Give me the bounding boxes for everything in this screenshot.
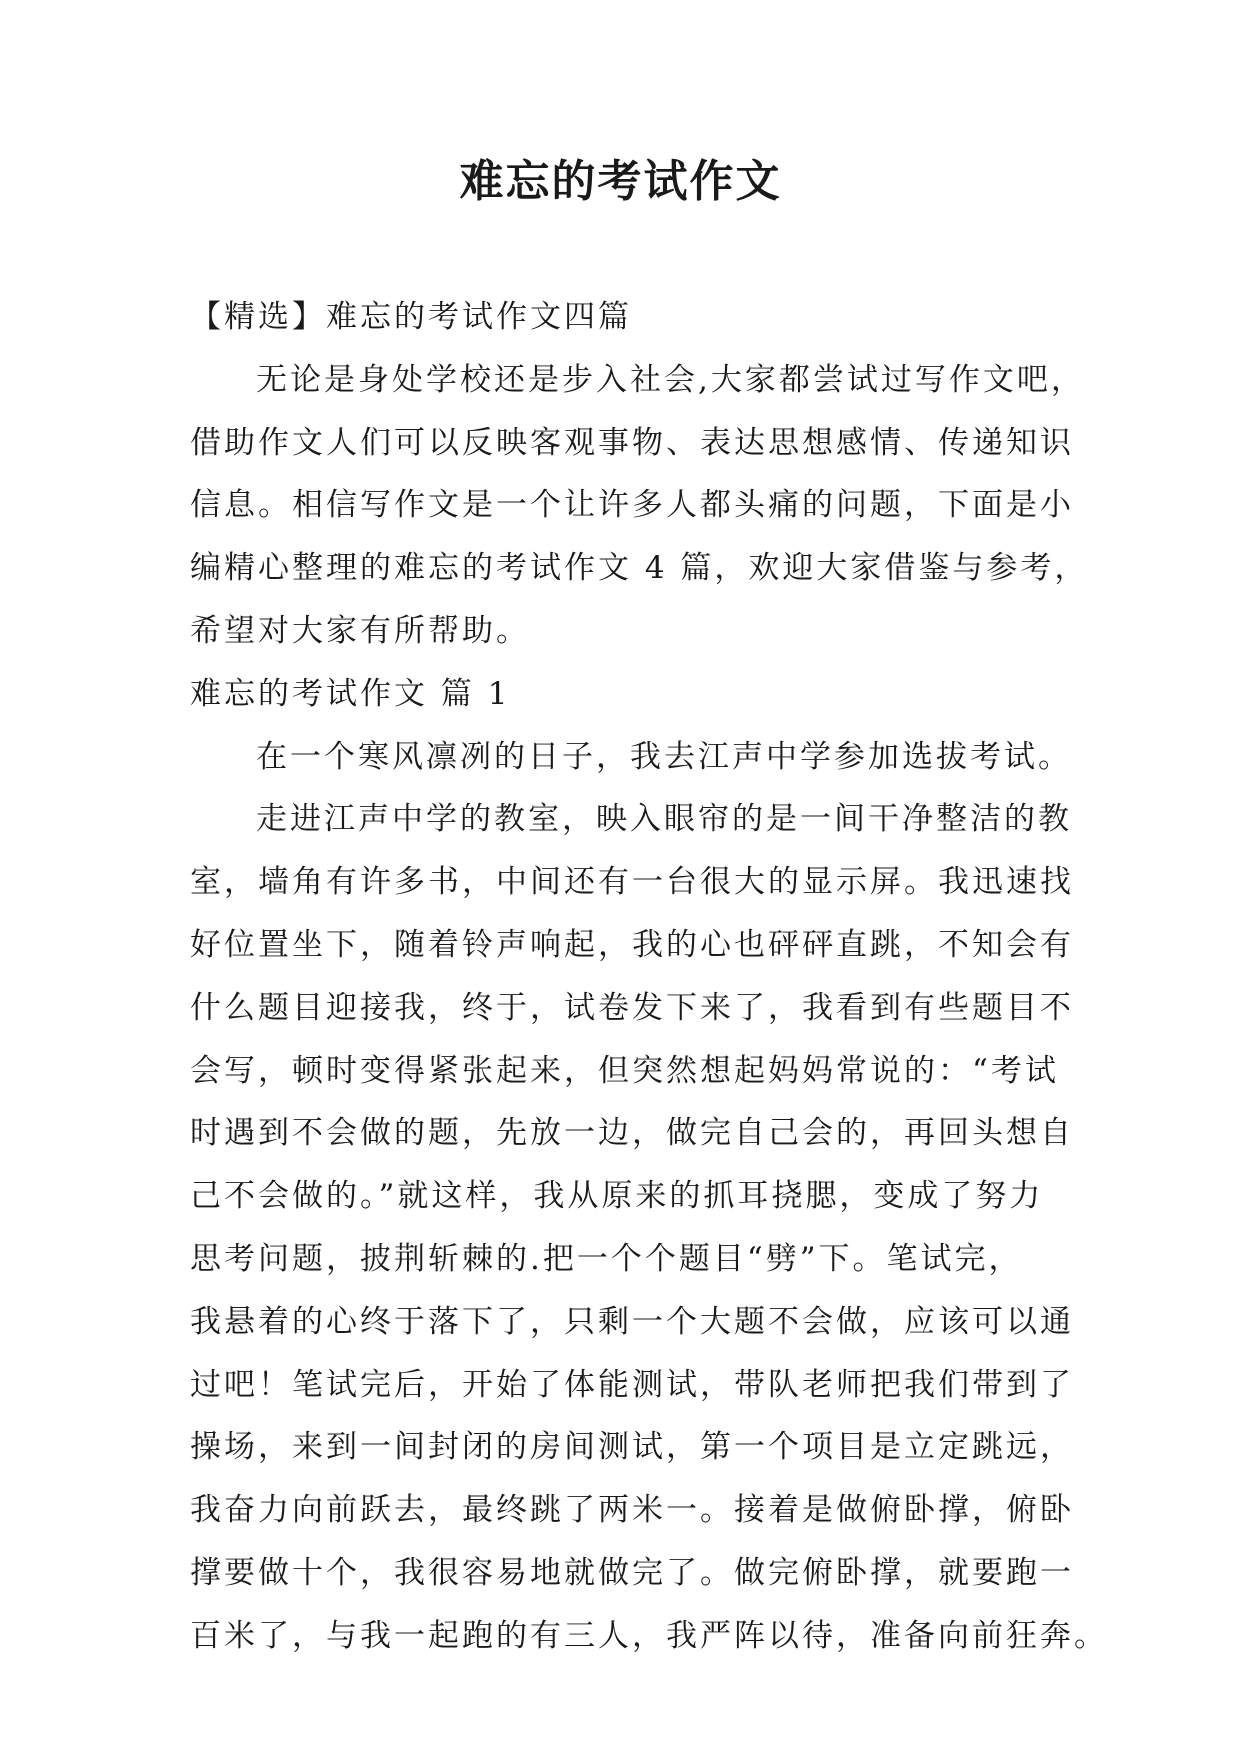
text-line: 无论是身处学校还是步入社会,大家都尝试过写作文吧， [256, 361, 1085, 398]
text-line: 信息。相信写作文是一个让许多人都头痛的问题，下面是小 [190, 487, 1074, 524]
text-line: 我悬着的心终于落下了，只剩一个大题不会做，应该可以通 [190, 1303, 1074, 1340]
text-line: 撑要做十个，我很容易地就做完了。做完俯卧撑，就要跑一 [190, 1554, 1074, 1591]
text-line: 好位置坐下，随着铃声响起，我的心也砰砰直跳，不知会有 [190, 926, 1074, 963]
text-line: 室，墙角有许多书，中间还有一台很大的显示屏。我迅速找 [190, 864, 1074, 901]
text-line: 己不会做的。”就这样，我从原来的抓耳挠腮，变成了努力 [190, 1178, 1044, 1215]
text-line: 什么题目迎接我，终于，试卷发下来了，我看到有些题目不 [190, 989, 1074, 1026]
text-line: 时遇到不会做的题，先放一边，做完自己会的，再回头想自 [190, 1115, 1074, 1152]
text-line: 走进江声中学的教室，映入眼帘的是一间干净整洁的教 [256, 801, 1072, 838]
text-line: 编精心整理的难忘的考试作文 4 篇，欢迎大家借鉴与参考， [190, 550, 1089, 587]
text-line: 我奋力向前跃去，最终跳了两米一。接着是做俯卧撑，俯卧 [190, 1492, 1074, 1529]
text-line: 希望对大家有所帮助。 [190, 612, 530, 649]
text-line: 会写，顿时变得紧张起来，但突然想起妈妈常说的：“考试 [190, 1052, 1059, 1089]
text-line: 借助作文人们可以反映客观事物、表达思想感情、传递知识 [190, 424, 1074, 461]
text-line: 百米了，与我一起跑的有三人，我严阵以待，准备向前狂奔。 [190, 1617, 1108, 1654]
text-line: 思考问题，披荆斩棘的.把一个个题目“劈”下。笔试完， [190, 1240, 1023, 1277]
text-line: 在一个寒风凛冽的日子，我去江声中学参加选拔考试。 [256, 738, 1072, 775]
text-line: 【精选】难忘的考试作文四篇 [190, 299, 632, 335]
document-body [190, 286, 1108, 1668]
text-line: 操场，来到一间封闭的房间测试，第一个项目是立定跳远， [190, 1429, 1074, 1466]
text-line: 难忘的考试作文 篇 1 [190, 675, 511, 712]
text-line: 过吧！笔试完后，开始了体能测试，带队老师把我们带到了 [190, 1366, 1074, 1403]
document-title: 难忘的考试作文 [459, 156, 782, 207]
